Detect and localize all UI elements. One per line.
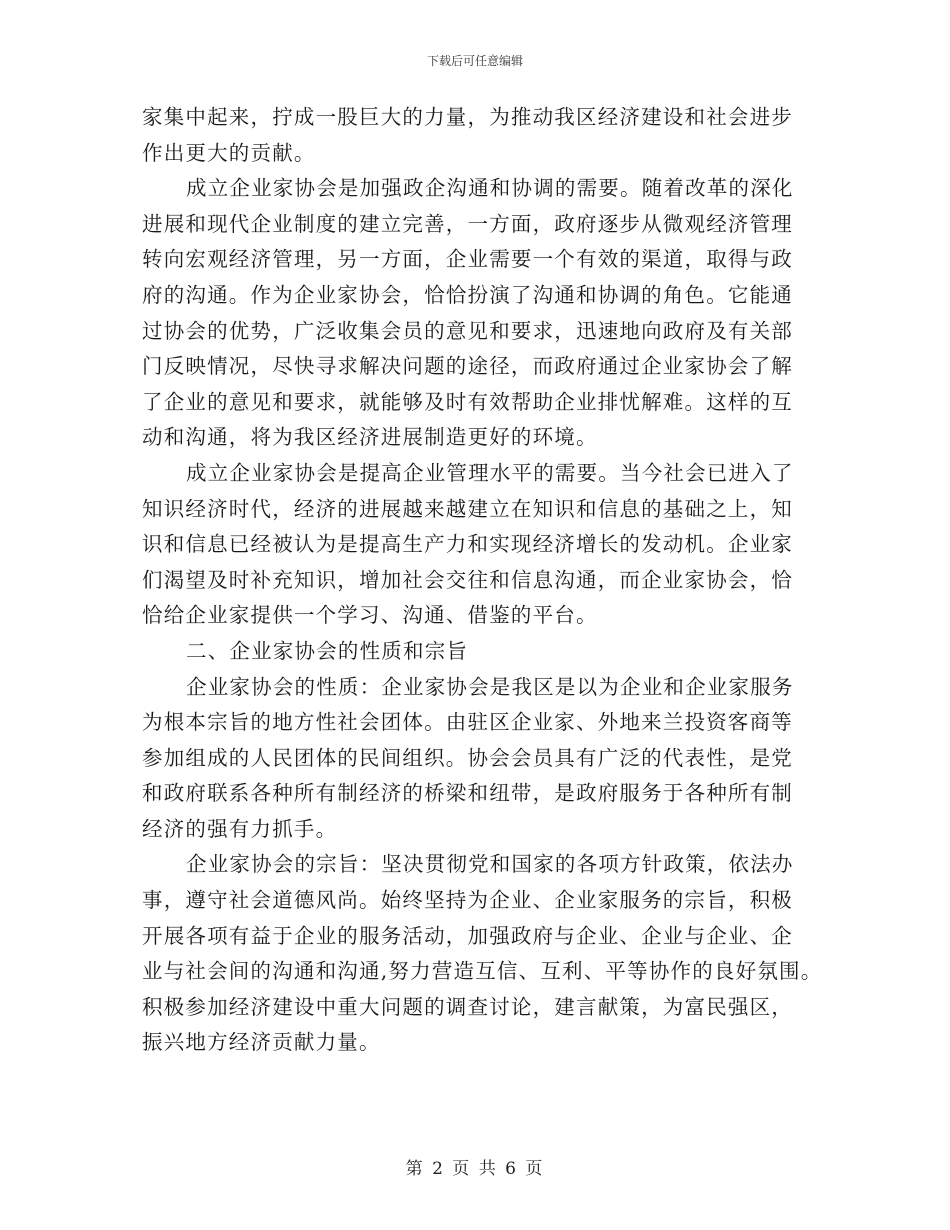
text-line: 积极参加经济建设中重大问题的调查讨论，建言献策，为富民强区， [142,994,793,1019]
text-line: 知识经济时代，经济的进展越来越建立在知识和信息的基础之上，知 [142,496,793,521]
text-line: 动和沟通，将为我区经济进展制造更好的环境。 [142,425,598,450]
section-heading: 二、企业家协会的性质和宗旨 [186,638,469,663]
text-line: 成立企业家协会是加强政企沟通和协调的需要。随着改革的深化 [186,176,794,201]
text-line: 企业家协会的性质：企业家协会是我区是以为企业和企业家服务 [186,674,794,699]
text-line: 作出更大的贡献。 [142,140,316,165]
text-line: 恰给企业家提供一个学习、沟通、借鉴的平台。 [142,603,598,628]
document-body [142,100,822,1061]
text-line: 和政府联系各种所有制经济的桥梁和纽带，是政府服务于各种所有制 [142,781,793,806]
text-line: 过协会的优势，广泛收集会员的意见和要求，迅速地向政府及有关部 [142,318,793,343]
text-line: 参加组成的人民团体的民间组织。协会会员具有广泛的代表性，是党 [142,745,793,770]
text-line: 开展各项有益于企业的服务活动，加强政府与企业、企业与企业、企 [142,923,793,948]
text-line: 门反映情况，尽快寻求解决问题的途径，而政府通过企业家协会了解 [142,354,793,379]
text-line: 了企业的意见和要求，就能够及时有效帮助企业排忧解难。这样的互 [142,389,793,414]
text-line: 进展和现代企业制度的建立完善，一方面，政府逐步从微观经济管理 [142,211,793,236]
text-line: 成立企业家协会是提高企业管理水平的需要。当今社会已进入了 [186,460,794,485]
text-line: 企业家协会的宗旨：坚决贯彻党和国家的各项方针政策，依法办 [186,852,794,877]
text-line: 为根本宗旨的地方性社会团体。由驻区企业家、外地来兰投资客商等 [142,710,793,735]
text-line: 们渴望及时补充知识，增加社会交往和信息沟通，而企业家协会，恰 [142,567,793,592]
page-number: 第 2 页 共 6 页 [405,1159,545,1179]
text-line: 府的沟通。作为企业家协会，恰恰扮演了沟通和协调的角色。它能通 [142,282,793,307]
page-header: 下载后可任意编辑 [426,54,523,68]
text-line: 经济的强有力抓手。 [142,816,338,841]
text-line: 事，遵守社会道德风尚。始终坚持为企业、企业家服务的宗旨，积极 [142,888,793,913]
text-line: 业与社会间的沟通和沟通,努力营造互信、互利、平等协作的良好氛围。 [142,959,823,984]
text-line: 识和信息已经被认为是提高生产力和实现经济增长的发动机。企业家 [142,532,793,557]
text-line: 转向宏观经济管理，另一方面，企业需要一个有效的渠道，取得与政 [142,247,793,272]
text-line: 家集中起来，拧成一股巨大的力量，为推动我区经济建设和社会进步 [142,105,793,129]
text-line: 振兴地方经济贡献力量。 [142,1030,381,1055]
